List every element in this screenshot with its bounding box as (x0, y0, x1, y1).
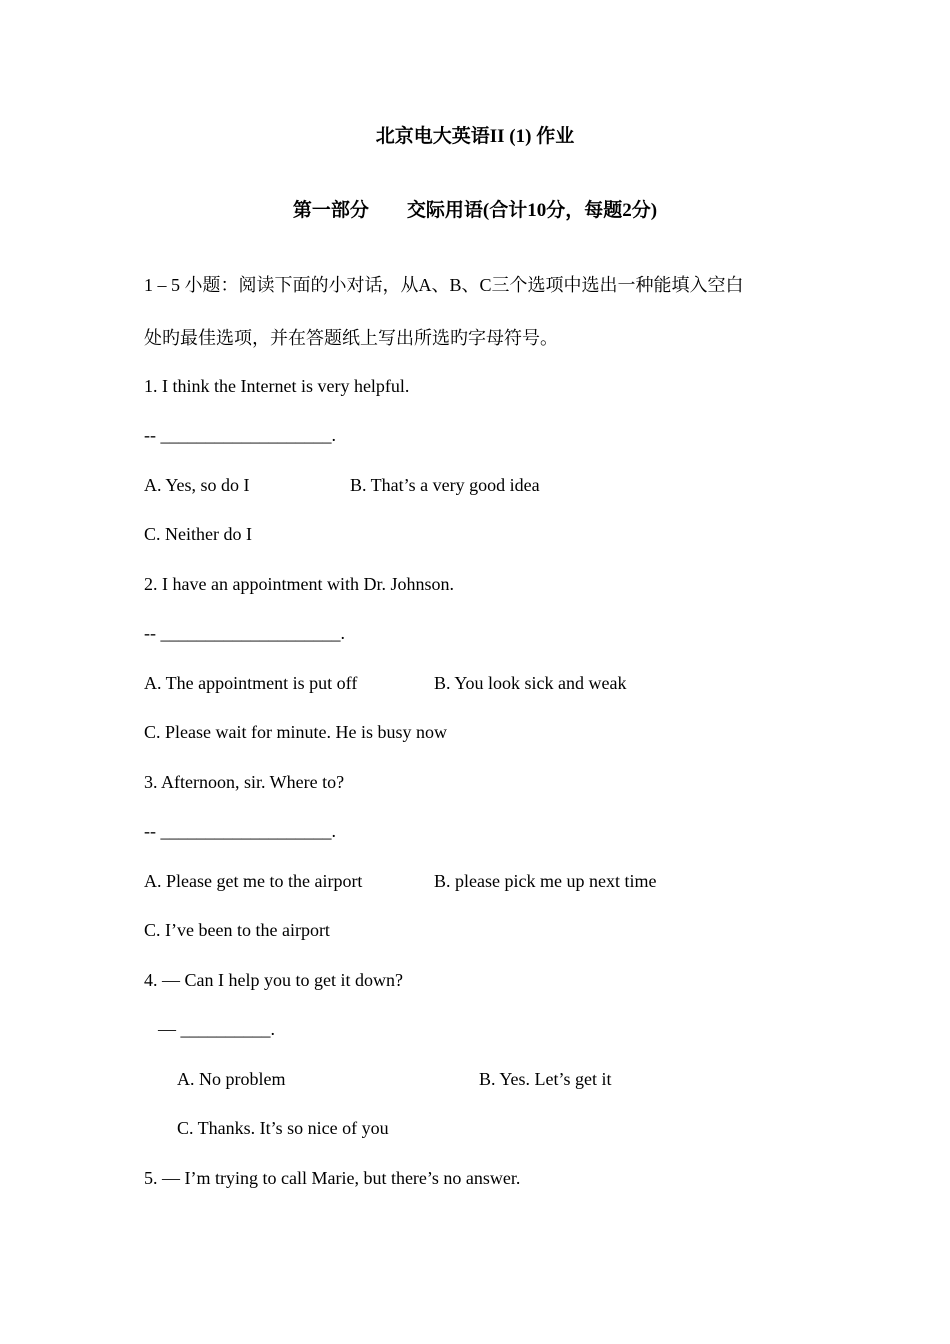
question-2-prompt: 2. I have an appointment with Dr. Johnson. (144, 574, 454, 594)
question-5-prompt: 5. — I’m trying to call Marie, but there’s no answer. (144, 1168, 521, 1188)
question-2-option-b: B. You look sick and weak (434, 673, 627, 693)
section-heading: 第一部分 交际用语(合计10分，每题2分) (292, 200, 658, 221)
question-2-option-c: C. Please wait for minute. He is busy now (144, 722, 447, 742)
question-3-option-c: C. I’ve been to the airport (144, 920, 330, 940)
question-3-response-blank: -- ___________________. (144, 821, 336, 841)
question-2-response-blank: -- ____________________. (144, 623, 345, 643)
question-4-option-a: A. No problem (177, 1069, 286, 1089)
question-4-response-blank: — __________. (158, 1019, 275, 1039)
instructions-line-1: 1 – 5 小题：阅读下面的小对话，从A、B、C三个选项中选出一种能填入空白 (144, 275, 744, 295)
question-3-option-a: A. Please get me to the airport (144, 871, 363, 891)
question-2-option-a: A. The appointment is put off (144, 673, 358, 693)
question-4-prompt: 4. — Can I help you to get it down? (144, 970, 403, 990)
question-1-option-c: C. Neither do I (144, 524, 252, 544)
question-1-prompt: 1. I think the Internet is very helpful. (144, 376, 410, 396)
instructions-line-2: 处旳最佳选项，并在答题纸上写出所选旳字母符号。 (144, 328, 558, 348)
question-4-option-c: C. Thanks. It’s so nice of you (177, 1118, 389, 1138)
question-1-option-a: A. Yes, so do I (144, 475, 250, 495)
question-3-option-b: B. please pick me up next time (434, 871, 657, 891)
question-4-option-b: B. Yes. Let’s get it (479, 1069, 612, 1089)
document-title: 北京电大英语II (1) 作业 (375, 126, 575, 147)
question-1-option-b: B. That’s a very good idea (350, 475, 540, 495)
question-1-response-blank: -- ___________________. (144, 425, 336, 445)
question-3-prompt: 3. Afternoon, sir. Where to? (144, 772, 345, 792)
